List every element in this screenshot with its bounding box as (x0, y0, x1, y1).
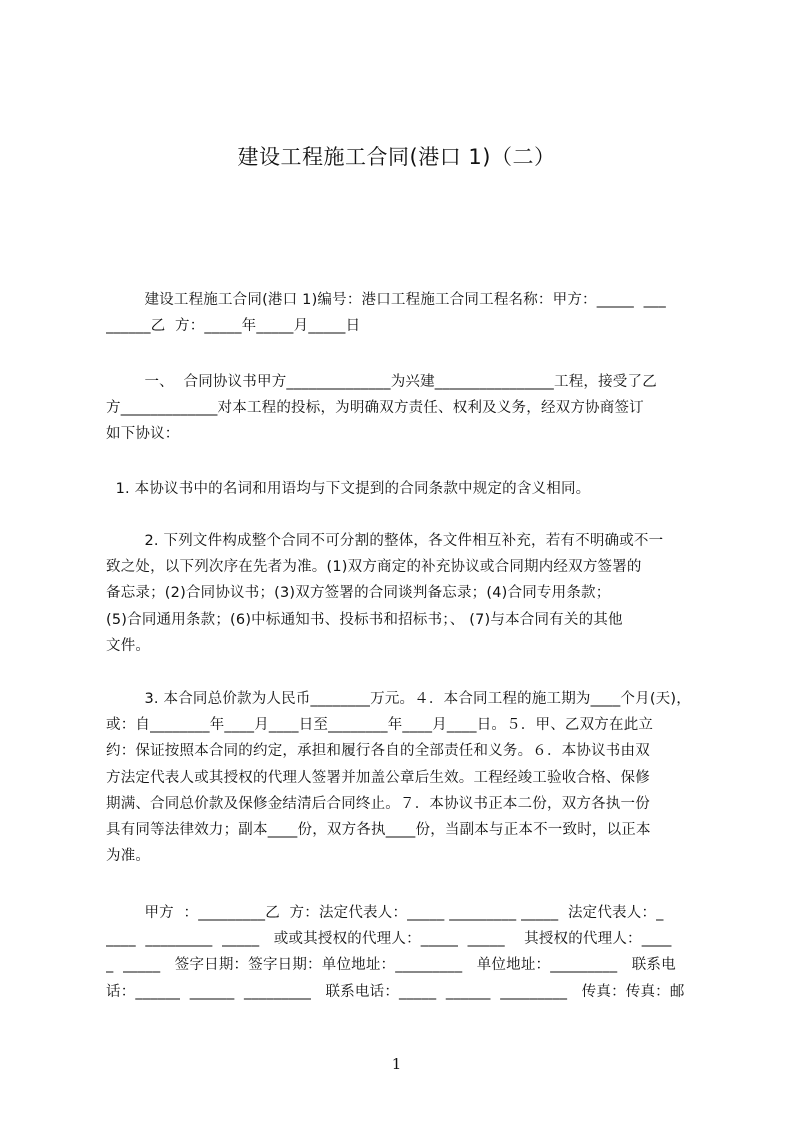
text-line: 致之处，以下列次序在先者为准。(1)双方商定的补充协议或合同期内经双方签署的 (106, 559, 642, 576)
text-line: _ _____ 签字日期：签字日期：单位地址：_________ 单位地址：_________ 联系电 (106, 957, 676, 974)
text-line: 2. 下列文件构成整个合同不可分割的整体，各文件相互补充，若有不明确或不一 (106, 533, 664, 549)
text-line: 话：______ ______ _________ 联系电话：_____ ______ _________ 传真：传真：邮 (106, 983, 685, 1000)
text-line: 方_____________对本工程的投标，为明确双方责任、权利及义务，经双方协商签订 (106, 400, 644, 417)
text-line: 为准。 (106, 848, 151, 865)
text-line: 一、 合同协议书甲方______________为兴建________________工程，接受了乙 (106, 374, 657, 390)
text-line: (5)合同通用条款；(6)中标通知书、投标书和招标书；、 (7)与本合同有关的其他 (106, 611, 623, 628)
text-line: 如下协议： (106, 426, 180, 443)
text-line: 建设工程施工合同(港口 1)编号：港口工程施工合同工程名称：甲方：_____ ___ (106, 292, 666, 308)
text-line: 3. 本合同总价款为人民币________万元。４．本合同工程的施工期为____个月(天)， (106, 691, 691, 707)
document-title: 建设工程施工合同(港口 1)（二） (237, 145, 556, 169)
paragraph-header-info (106, 287, 700, 339)
paragraph-clause-1 (106, 476, 700, 502)
text-line: 文件。 (106, 637, 151, 654)
text-line: 约：保证按照本合同的约定，承担和履行各自的全部责任和义务。６．本协议书由双 (106, 743, 650, 760)
text-line: ____ _________ _____ 或或其授权的代理人：_____ _____ 其授权的代理人：____ (106, 931, 672, 948)
paragraph-section-one (106, 369, 700, 448)
text-line: ______乙 方：_____年_____月_____日 (106, 318, 361, 335)
text-line: 或：自________年____月____日至________年____月____日。５．甲、乙双方在此立 (106, 717, 654, 734)
paragraph-signatures (106, 900, 700, 1005)
text-line: 方法定代表人或其授权的代理人签署并加盖公章后生效。工程经竣工验收合格、保修 (106, 769, 650, 786)
page-number: 1 (391, 1055, 402, 1073)
text-line: 1. 本协议书中的名词和用语均与下文提到的合同条款中规定的含义相同。 (106, 481, 591, 497)
text-line: 具有同等法律效力；副本____份，双方各执____份，当副本与正本不一致时，以正本 (106, 821, 651, 838)
text-line: 备忘录；(2)合同协议书；(3)双方签署的合同谈判备忘录；(4)合同专用条款； (106, 585, 611, 602)
paragraph-clause-3 (106, 686, 700, 869)
paragraph-clause-2 (106, 528, 700, 659)
text-line: 甲方 ：_________乙 方：法定代表人：_____ _________ _____ 法定代表人：_ (106, 905, 664, 921)
text-line: 期满、合同总价款及保修金结清后合同终止。７．本协议书正本二份，双方各执一份 (106, 795, 650, 812)
